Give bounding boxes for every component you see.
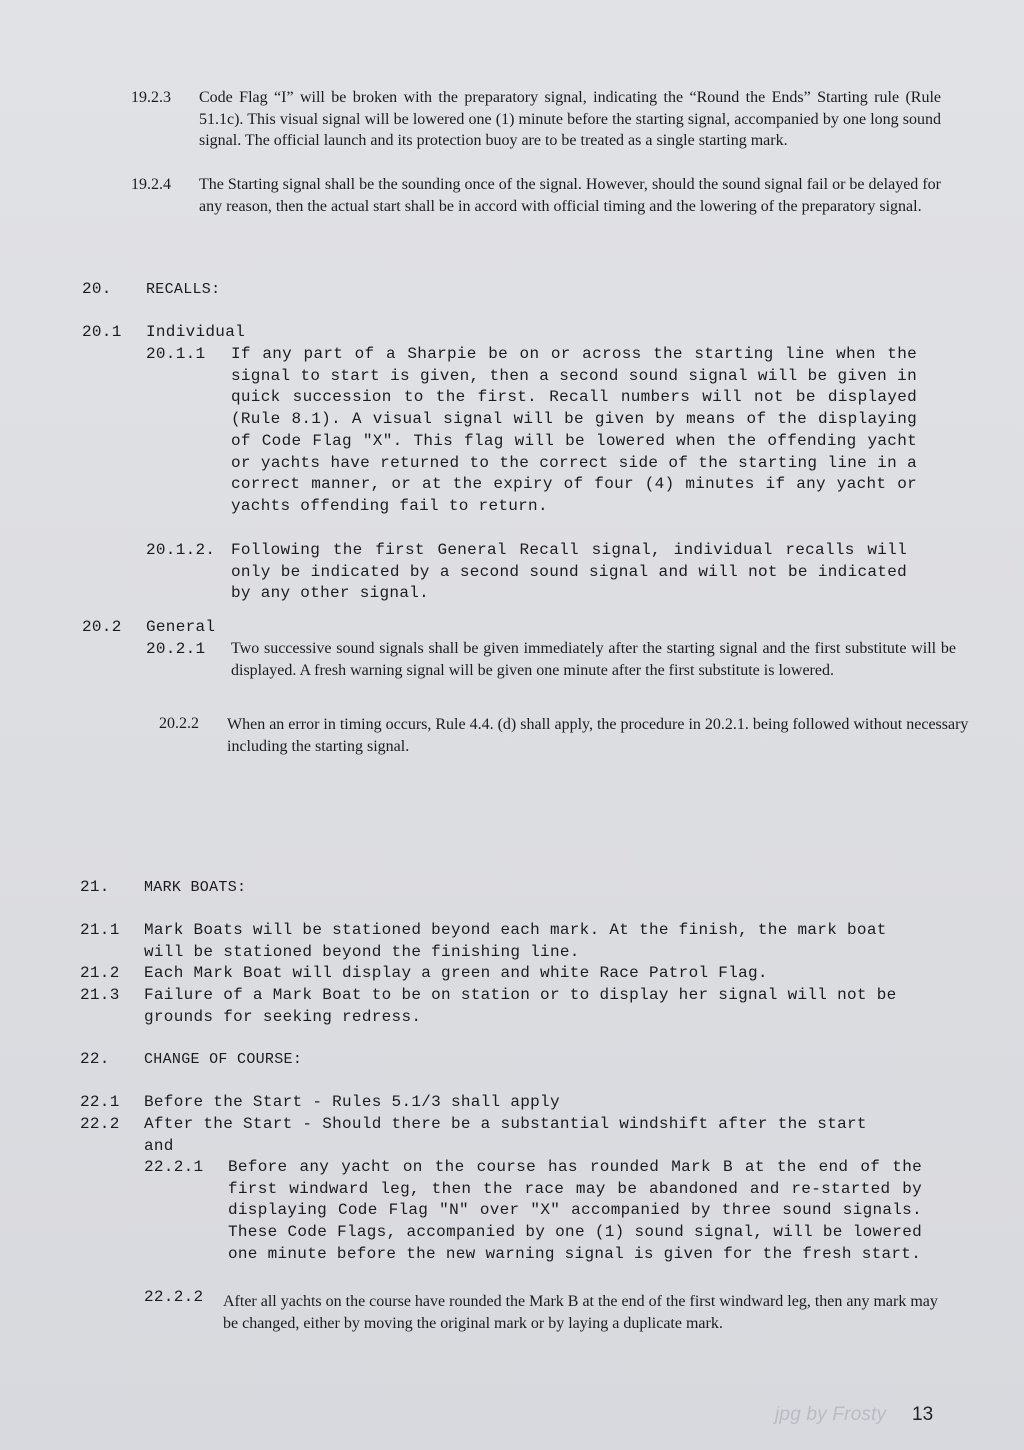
clause-text: When an error in timing occurs, Rule 4.4. (d) shall apply, the procedure in 20.2.1. being followed without necessary including the starting signal. (227, 716, 969, 755)
clause-text: Before the Start - Rules 5.1/3 shall apply (144, 1093, 560, 1111)
clause-text: Failure of a Mark Boat to be on station or to display her signal will not be grounds for seeking redress. (144, 986, 897, 1026)
clause-text: Mark Boats will be stationed beyond each mark. At the finish, the mark boat will be stationed beyond the finishing line. (144, 921, 887, 961)
clause-text: After all yachts on the course have rounded the Mark B at the end of the first windward leg, then any mark may be changed, either by moving the original mark or by laying a duplicate mark. (223, 1293, 938, 1332)
subsection-heading: General (146, 618, 216, 636)
clause-number: 20.1.2. (146, 541, 216, 559)
clause-text: If any part of a Sharpie be on or across the starting line when the signal to start is given, then a second sound signal will be given in quick succession to the first. Recall numbers will not be displayed (Rule 8.1). A visual signal will be given by means of the displaying of Code Flag "X". This flag will be lowered when the offending yacht or yachts have returned to the correct side of the starting line in a correct manner, or at the expiry of four (4) minutes if any yacht or yachts offending fail to return. (231, 345, 917, 515)
clause-number: 19.2.3 (131, 89, 171, 106)
clause-text: After the Start - Should there be a substantial windshift after the start and (144, 1115, 867, 1155)
subsection-number: 20.1 (82, 323, 122, 341)
clause-number: 21.1 (80, 921, 120, 939)
clause-number: 22.2.2 (144, 1288, 204, 1306)
clause-text: The Starting signal shall be the sounding once of the signal. However, should the sound signal fail or be delayed for any reason, then the actual start shall be in accord with official timing and the lowering of the preparatory signal. (199, 176, 941, 215)
section-heading: RECALLS: (146, 281, 221, 298)
clause-number: 20.1.1 (146, 345, 206, 363)
watermark: jpg by Frosty (775, 1404, 887, 1425)
clause-number: 21.2 (80, 964, 120, 982)
clause-text: Two successive sound signals shall be given immediately after the starting signal and the first substitute will be displayed. A fresh warning signal will be given one minute after the first substitute is lowered. (231, 640, 956, 679)
clause-number: 19.2.4 (131, 176, 171, 193)
clause-text: Following the first General Recall signal, individual recalls will only be indicated by a second sound signal and will not be indicated by any other signal. (231, 541, 907, 603)
subsection-heading: Individual (146, 323, 246, 341)
clause-number: 22.2 (80, 1115, 120, 1133)
clause-text: Each Mark Boat will display a green and white Race Patrol Flag. (144, 964, 768, 982)
section-number: 22. (80, 1050, 110, 1068)
clause-number: 21.3 (80, 986, 120, 1004)
clause-number: 20.2.1 (146, 640, 206, 658)
page-number: 13 (912, 1404, 934, 1425)
clause-number: 22.2.1 (144, 1158, 204, 1176)
clause-number: 20.2.2 (159, 715, 199, 732)
section-heading: MARK BOATS: (144, 879, 247, 896)
subsection-number: 20.2 (82, 618, 122, 636)
clause-text: Code Flag “I” will be broken with the preparatory signal, indicating the “Round the Ends” Starting rule (Rule 51.1c). This visual signal will be lowered one (1) minute before the starting signal, accompanied by one long sound signal. The official launch and its protection buoy are to be treated as a single starting mark. (199, 89, 941, 149)
section-heading: CHANGE OF COURSE: (144, 1051, 303, 1068)
section-number: 21. (80, 878, 110, 896)
clause-text: Before any yacht on the course has rounded Mark B at the end of the first windward leg, then the race may be abandoned and re-started by displaying Code Flag "N" over "X" accompanied by three sound signals. These Code Flags, accompanied by one (1) sound signal, will be lowered one minute before the new warning signal is given for the fresh start. (228, 1158, 922, 1263)
clause-number: 22.1 (80, 1093, 120, 1111)
section-number: 20. (82, 280, 112, 298)
